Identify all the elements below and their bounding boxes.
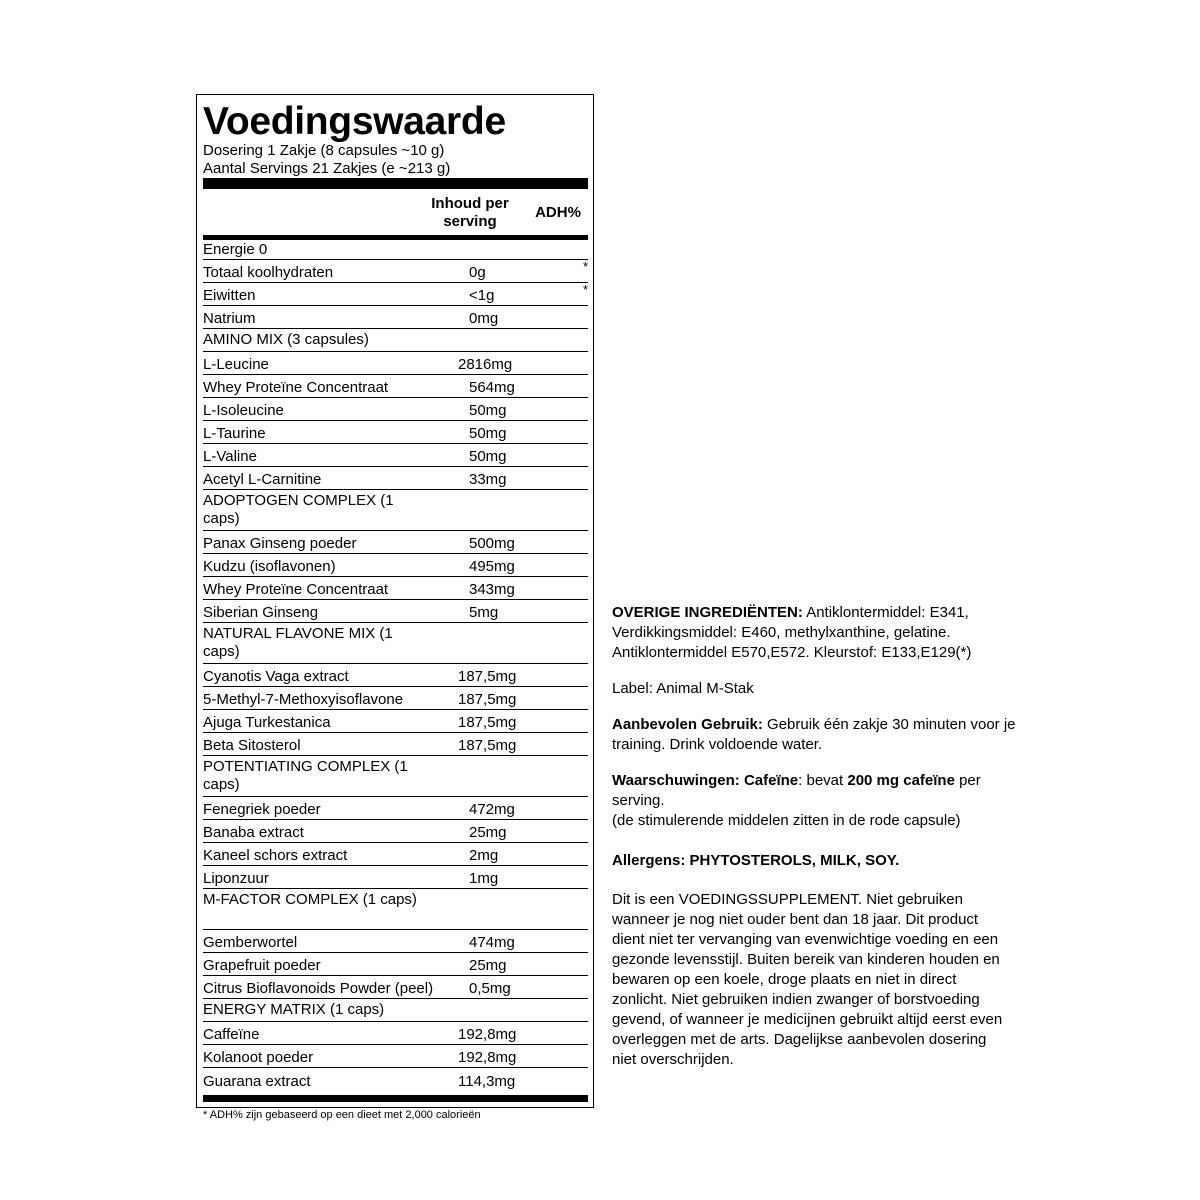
section-name: POTENTIATING COMPLEX (1 caps)	[203, 758, 408, 793]
nutrient-amount: 25mg	[469, 957, 507, 974]
nutrient-amount: 2816mg	[458, 356, 513, 373]
nutrient-name: Acetyl L-Carnitine	[203, 471, 322, 488]
warning-bold: 200 mg cafeïne	[847, 772, 955, 789]
nutrient-name: Kudzu (isoflavonen)	[203, 558, 336, 575]
nutrient-amount: <1g	[469, 287, 495, 304]
nutrient-amount: 192,8mg	[458, 1049, 517, 1066]
nutrient-name: Totaal koolhydraten	[203, 264, 334, 281]
section-row	[203, 623, 588, 664]
section-row	[203, 329, 588, 352]
nutrient-amount: 25mg	[469, 824, 507, 841]
nutrient-row	[203, 398, 588, 421]
nutrient-name: Banaba extract	[203, 824, 304, 841]
nutrient-amount: 0mg	[469, 310, 499, 327]
usage-heading: Aanbevolen Gebruik:	[612, 716, 763, 733]
nutrient-name: Whey Proteïne Concentraat	[203, 581, 389, 598]
allergens-line: Allergens: PHYTOSTEROLS, MILK, SOY.	[612, 852, 900, 869]
nutrient-row	[203, 421, 588, 444]
nutrient-amount: 1mg	[469, 870, 499, 887]
nutrient-amount: 192,8mg	[458, 1026, 517, 1043]
section-row	[203, 756, 588, 797]
nutrient-amount: 33mg	[469, 471, 507, 488]
nutrient-amount: 187,5mg	[458, 668, 517, 685]
servings-line: Aantal Servings 21 Zakjes (e ~213 g)	[203, 160, 451, 177]
usage-paragraph	[612, 715, 1032, 755]
nutrient-row	[203, 930, 588, 953]
nutrient-amount: 495mg	[469, 558, 515, 575]
column-header-amount: Inhoud per serving	[431, 195, 509, 230]
section-name: AMINO MIX (3 capsules)	[203, 331, 369, 348]
nutrient-name: Ajuga Turkestanica	[203, 714, 331, 731]
warning-paragraph	[612, 771, 1032, 831]
section-row	[203, 999, 588, 1022]
disclaimer-paragraph: Dit is een VOEDINGSSUPPLEMENT. Niet gebruiken wanneer je nog niet ouder bent dan 18 jaar. Dit product dient niet ter vervanging van evenwichtige voeding en een gezonde levensstijl. Buiten bereik van kinderen houden en bewaren op een koele, droge plaats en niet in direct zonlicht. Niet gebruiken indien zwanger of borstvoeding gevend, of wanneer je medicijnen gebruikt altijd eerst even overleggen met de arts. Dagelijkse aanbevolen dosering niet overschrijden.	[612, 891, 1003, 1068]
section-name: ADOPTOGEN COMPLEX (1 caps)	[203, 492, 394, 527]
nutrient-name: Cyanotis Vaga extract	[203, 668, 349, 685]
nutrient-dv: *	[582, 282, 588, 297]
section-name: M-FACTOR COMPLEX (1 caps)	[203, 891, 417, 908]
nutrient-row	[203, 733, 588, 756]
section-row	[203, 889, 588, 930]
nutrient-row	[203, 843, 588, 866]
warning-heading: Waarschuwingen: Cafeïne	[612, 772, 799, 789]
thick-divider-bottom	[203, 1095, 588, 1102]
nutrient-amount: 114,3mg	[458, 1073, 516, 1090]
nutrient-row	[203, 600, 588, 623]
ingredients-paragraph	[612, 603, 1032, 663]
nutrient-amount: 343mg	[469, 581, 515, 598]
nutrient-amount: 0g	[469, 264, 486, 281]
nutrient-amount: 0,5mg	[469, 980, 511, 997]
nutrient-amount: 5mg	[469, 604, 499, 621]
nutrient-row	[203, 375, 588, 398]
warning-text-1: : bevat	[798, 772, 848, 789]
nutrient-row	[203, 1045, 588, 1068]
nutrient-row	[203, 352, 588, 375]
nutrient-name: Eiwitten	[203, 287, 256, 304]
nutrient-row	[203, 554, 588, 577]
nutrient-amount: 474mg	[469, 934, 515, 951]
thick-divider-top	[203, 178, 588, 189]
nutrient-name: Kolanoot poeder	[203, 1049, 314, 1066]
nutrient-dv: *	[582, 259, 588, 274]
nutrient-row	[203, 283, 588, 306]
nutrient-row	[203, 797, 588, 820]
nutrient-row	[203, 953, 588, 976]
nutrient-name: 5-Methyl-7-Methoxyisoflavone	[203, 691, 404, 708]
nutrient-row	[203, 820, 588, 843]
nutrient-name: Panax Ginseng poeder	[203, 535, 357, 552]
nutrient-row	[203, 306, 588, 329]
nutrient-row	[203, 531, 588, 554]
nutrient-amount: 187,5mg	[458, 691, 517, 708]
nutrient-name: L-Isoleucine	[203, 402, 284, 419]
section-row	[203, 490, 588, 531]
label-line: Label: Animal M-Stak	[612, 680, 754, 697]
nutrient-amount: 472mg	[469, 801, 515, 818]
nutrient-name: Liponzuur	[203, 870, 269, 887]
nutrient-row	[203, 710, 588, 733]
warning-note: (de stimulerende middelen zitten in de rode capsule)	[612, 812, 961, 829]
nutrient-row	[203, 687, 588, 710]
nutrient-amount: 50mg	[469, 448, 507, 465]
nutrient-row	[203, 444, 588, 467]
column-header-dv: ADH%	[535, 204, 581, 221]
nutrient-name: Whey Proteïne Concentraat	[203, 379, 389, 396]
label-title: Voedingswaarde	[203, 100, 506, 143]
nutrient-row	[203, 866, 588, 889]
nutrient-name: Energie 0	[203, 241, 268, 258]
nutrient-name: Kaneel schors extract	[203, 847, 348, 864]
nutrient-name: Siberian Ginseng	[203, 604, 319, 621]
usage-text: Gebruik één zakje 30 minuten voor je training. Drink voldoende water.	[612, 716, 1016, 753]
dosage-line: Dosering 1 Zakje (8 capsules ~10 g)	[203, 142, 445, 159]
nutrient-row	[203, 240, 588, 260]
nutrient-row	[203, 664, 588, 687]
ingredients-text: Antiklontermiddel: E341, Verdikkingsmiddel: E460, methylxanthine, gelatine. Antiklontermiddel E570,E572. Kleurstof: E133,E129(*)	[612, 604, 972, 661]
nutrient-row	[203, 1022, 588, 1045]
nutrient-amount: 187,5mg	[458, 737, 517, 754]
nutrition-label	[196, 94, 594, 1121]
nutrient-name: Beta Sitosterol	[203, 737, 301, 754]
nutrient-amount: 187,5mg	[458, 714, 517, 731]
nutrient-amount: 500mg	[469, 535, 515, 552]
nutrient-name: Fenegriek poeder	[203, 801, 321, 818]
section-name: NATURAL FLAVONE MIX (1 caps)	[203, 625, 393, 660]
nutrient-name: Caffeïne	[203, 1026, 260, 1043]
nutrient-name: Guarana extract	[203, 1073, 311, 1090]
label-footnote: * ADH% zijn gebaseerd op een dieet met 2,000 calorieën	[203, 1109, 481, 1121]
nutrient-row	[203, 260, 588, 283]
nutrient-amount: 50mg	[469, 402, 507, 419]
warning-text-2: per serving.	[612, 772, 981, 809]
nutrient-name: L-Leucine	[203, 356, 269, 373]
nutrient-name: Citrus Bioflavonoids Powder (peel)	[203, 980, 434, 997]
section-name: ENERGY MATRIX (1 caps)	[203, 1001, 385, 1018]
nutrient-name: Grapefruit poeder	[203, 957, 321, 974]
nutrient-row	[203, 577, 588, 600]
nutrient-row	[203, 467, 588, 490]
nutrient-row	[203, 1068, 588, 1091]
nutrient-amount: 564mg	[469, 379, 515, 396]
nutrient-name: Natrium	[203, 310, 256, 327]
nutrient-name: Gemberwortel	[203, 934, 298, 951]
nutrient-amount: 50mg	[469, 425, 507, 442]
nutrient-amount: 2mg	[469, 847, 499, 864]
nutrient-name: L-Valine	[203, 448, 257, 465]
ingredients-heading: OVERIGE INGREDIËNTEN:	[612, 604, 803, 621]
nutrient-row	[203, 976, 588, 999]
nutrient-name: L-Taurine	[203, 425, 266, 442]
